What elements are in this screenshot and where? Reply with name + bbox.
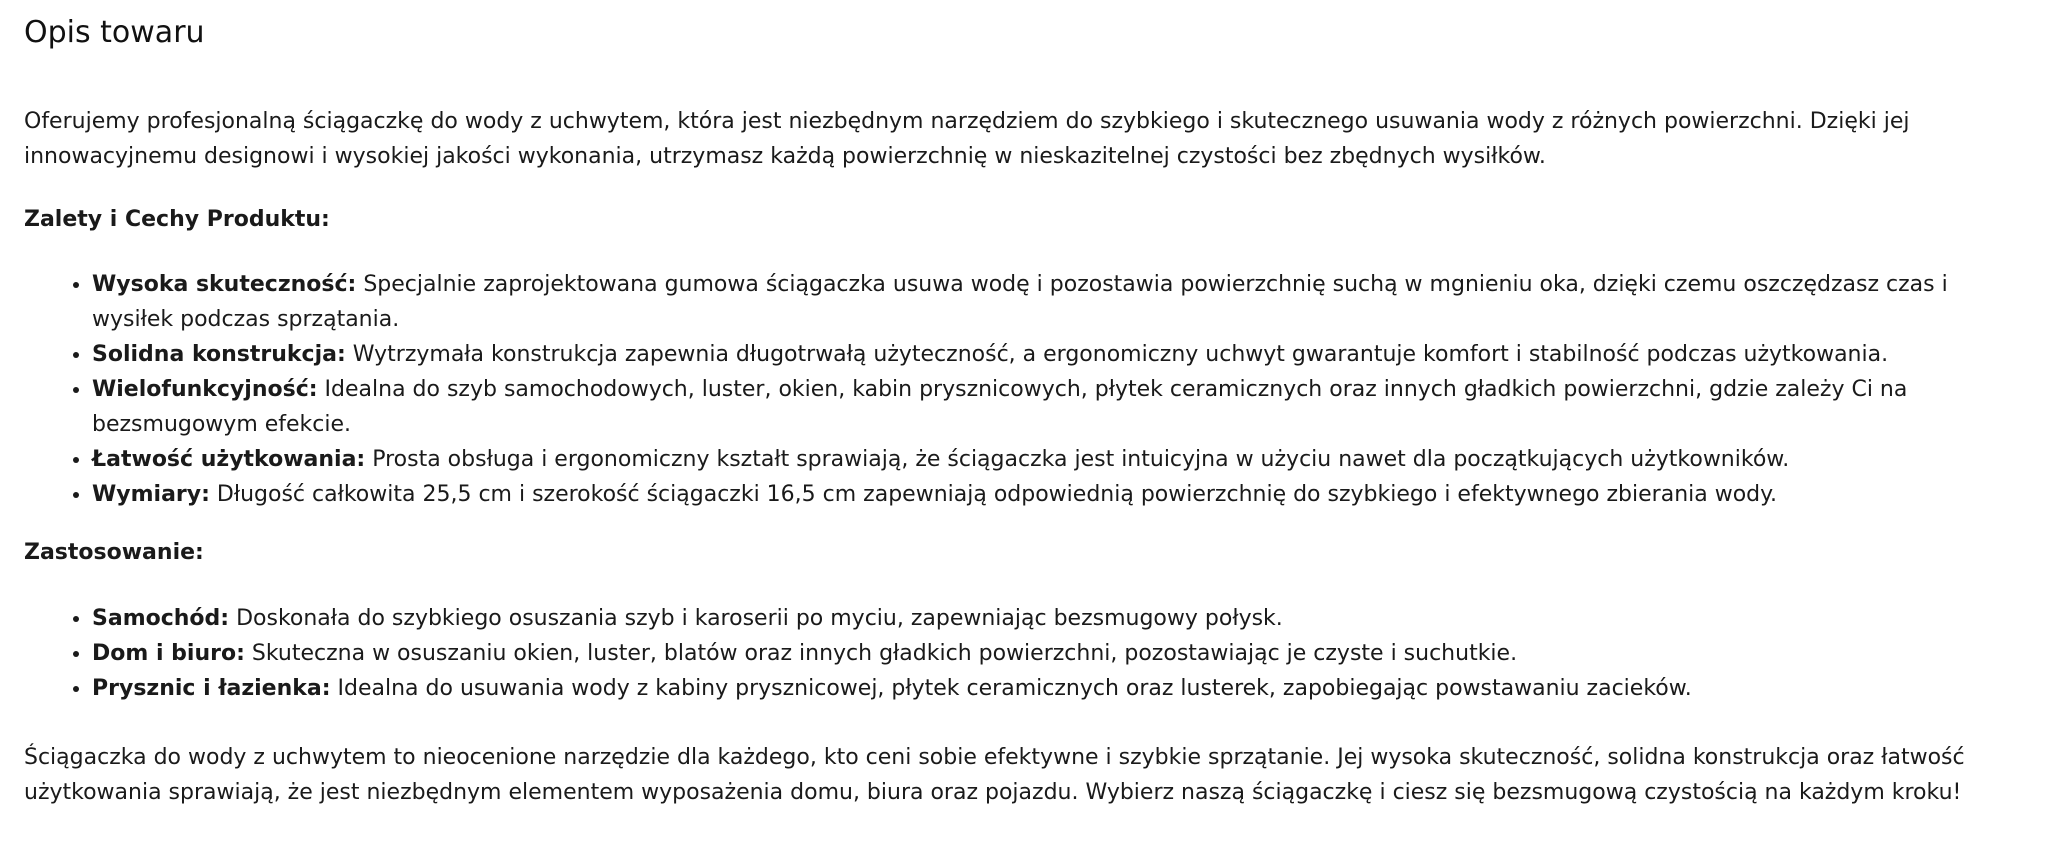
usage-text: Skuteczna w osuszaniu okien, luster, blatów oraz innych gładkich powierzchni, pozostawiając je czyste i suchutkie.	[244, 641, 1518, 666]
list-item	[92, 636, 2024, 671]
usage-text: Doskonała do szybkiego osuszania szyb i karoserii po myciu, zapewniając bezsmugowy połysk.	[229, 606, 1283, 631]
usage-label: Dom i biuro:	[92, 641, 245, 666]
feature-text: Idealna do szyb samochodowych, luster, okien, kabin prysznicowych, płytek ceramicznych oraz innych gładkich powierzchni, gdzie zależy Ci na bezsmugowym efekcie.	[92, 377, 1908, 437]
list-item	[92, 267, 2024, 337]
intro-paragraph: Oferujemy profesjonalną ściągaczkę do wody z uchwytem, która jest niezbędnym narzędziem do szybkiego i skutecznego usuwania wody z różnych powierzchni. Dzięki jej innowacyjnemu designowi i wysokiej jakości wykonania, utrzymasz każdą powierzchnię w nieskazitelnej czystości bez zbędnych wysiłków.	[24, 109, 1910, 169]
usage-label: Samochód:	[92, 606, 230, 631]
feature-label: Wymiary:	[92, 482, 210, 507]
feature-text: Wytrzymała konstrukcja zapewnia długotrwałą użyteczność, a ergonomiczny uchwyt gwarantuje komfort i stabilność podczas użytkowania.	[345, 342, 1889, 367]
usage-heading: Zastosowanie:	[24, 540, 204, 565]
feature-label: Wielofunkcyjność:	[92, 377, 318, 402]
feature-text: Specjalnie zaprojektowana gumowa ściągaczka usuwa wodę i pozostawia powierzchnię suchą w mgnieniu oka, dzięki czemu oszczędzasz czas i wysiłek podczas sprzątania.	[92, 272, 1948, 332]
feature-label: Wysoka skuteczność:	[92, 272, 357, 297]
page-title: Opis towaru	[24, 15, 205, 50]
list-item	[92, 337, 2024, 372]
feature-label: Łatwość użytkowania:	[92, 447, 366, 472]
outro-paragraph: Ściągaczka do wody z uchwytem to nieocenione narzędzie dla każdego, kto ceni sobie efektywne i szybkie sprzątanie. Jej wysoka skuteczność, solidna konstrukcja oraz łatwość użytkowania sprawiają, że jest niezbędnym elementem wyposażenia domu, biura oraz pojazdu. Wybierz naszą ściągaczkę i ciesz się bezsmugową czystością na każdym kroku!	[24, 745, 1965, 805]
usage-list	[24, 601, 2024, 706]
list-item	[92, 372, 2024, 442]
feature-label: Solidna konstrukcja:	[92, 342, 346, 367]
usage-label: Prysznic i łazienka:	[92, 676, 331, 701]
list-item	[92, 671, 2024, 706]
list-item	[92, 442, 2024, 477]
list-item	[92, 601, 2024, 636]
features-heading: Zalety i Cechy Produktu:	[24, 207, 330, 232]
feature-text: Prosta obsługa i ergonomiczny kształt sprawiają, że ściągaczka jest intuicyjna w użyciu nawet dla początkujących użytkowników.	[365, 447, 1790, 472]
usage-text: Idealna do usuwania wody z kabiny prysznicowej, płytek ceramicznych oraz lusterek, zapobiegając powstawaniu zacieków.	[330, 676, 1692, 701]
feature-text: Długość całkowita 25,5 cm i szerokość ściągaczki 16,5 cm zapewniają odpowiednią powierzchnię do szybkiego i efektywnego zbierania wody.	[209, 482, 1778, 507]
list-item	[92, 477, 2024, 512]
features-list	[24, 267, 2024, 512]
